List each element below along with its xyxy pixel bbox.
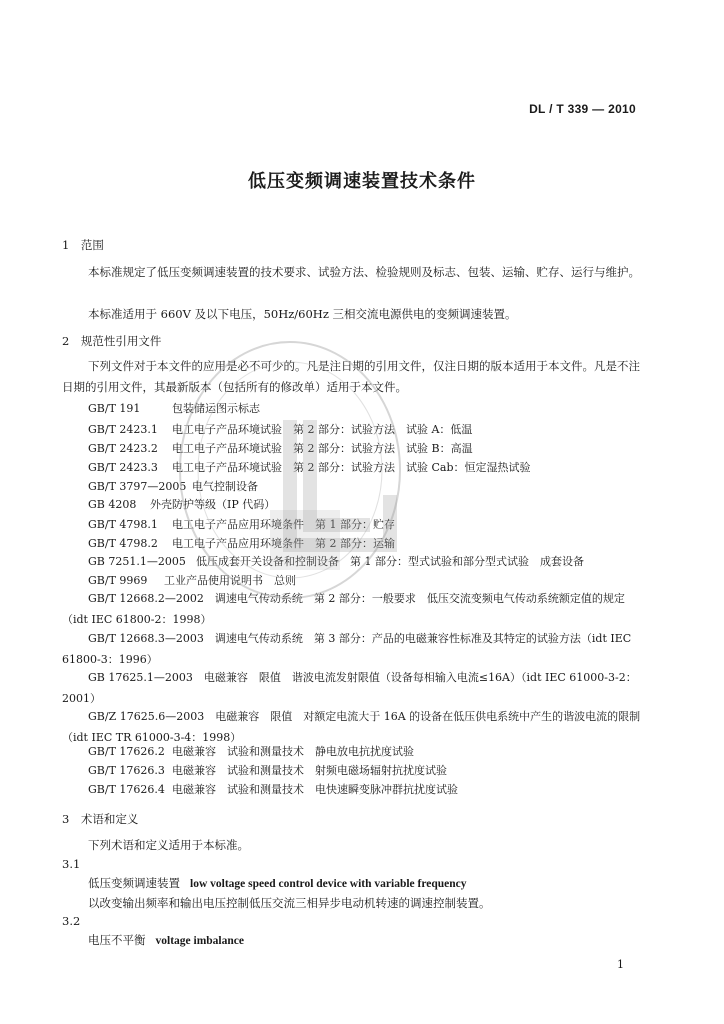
document-title: 低压变频调速装置技术条件 bbox=[248, 171, 476, 192]
section-2-intro: 下列文件对于本文件的应用是必不可少的。凡是注日期的引用文件，仅注日期的版本适用于本文件。凡是不注日期的引用文件，其最新版本（包括所有的修改单）适用于本文件。 bbox=[62, 359, 640, 394]
page-number: 1 bbox=[617, 958, 624, 971]
watermark-stamp bbox=[170, 300, 440, 600]
section-1-paragraph-1: 本标准规定了低压变频调速装置的技术要求、试验方法、检验规则及标志、包装、运输、贮存、运行与维护。 bbox=[88, 265, 640, 279]
reference-item: GB 7251.1—2005 低压成套开关设备和控制设备 第 1 部分：型式试验和部分型式试验 成套设备 bbox=[88, 555, 584, 568]
term-number: 3.2 bbox=[62, 914, 81, 928]
reference-item: GB/T 17626.4 电磁兼容 试验和测量技术 电快速瞬变脉冲群抗扰度试验 bbox=[88, 783, 458, 796]
term-heading: 电压不平衡 voltage imbalance bbox=[88, 933, 244, 947]
reference-item: GB/T 191 包装储运图示标志 bbox=[88, 402, 260, 415]
reference-item: GB/T 2423.1 电工电子产品环境试验 第 2 部分：试验方法 试验 A：低温 bbox=[88, 423, 473, 436]
reference-item: GB/T 4798.1 电工电子产品应用环境条件 第 1 部分：贮存 bbox=[88, 518, 395, 531]
reference-item: GB/T 3797—2005 电气控制设备 bbox=[88, 480, 258, 493]
reference-item-long: GB/Z 17625.6—2003 电磁兼容 限值 对额定电流大于 16A 的设备在低压供电系统中产生的谐波电流的限制（idt IEC TR 61000-3-4：1998） bbox=[62, 710, 641, 744]
section-3-heading: 3 术语和定义 bbox=[62, 812, 139, 826]
reference-item-long: GB 17625.1—2003 电磁兼容 限值 谐波电流发射限值（设备每相输入电流≤16A）（idt IEC 61000-3-2：2001） bbox=[62, 671, 637, 705]
term-definition: 以改变输出频率和输出电压控制低压交流三相异步电动机转速的调速控制装置。 bbox=[88, 896, 491, 910]
document-code: DL / T 339 — 2010 bbox=[529, 102, 636, 116]
section-2-heading: 2 规范性引用文件 bbox=[62, 334, 162, 348]
section-1-paragraph-2: 本标准适用于 660V 及以下电压，50Hz/60Hz 三相交流电源供电的变频调速装置。 bbox=[88, 307, 517, 321]
reference-item-long: GB/T 12668.2—2002 调速电气传动系统 第 2 部分：一般要求 低压交流变频电气传动系统额定值的规定（idt IEC 61800-2：1998） bbox=[62, 592, 625, 626]
reference-item: GB/T 9969 工业产品使用说明书 总则 bbox=[88, 574, 296, 587]
reference-item: GB/T 17626.2 电磁兼容 试验和测量技术 静电放电抗扰度试验 bbox=[88, 745, 414, 758]
section-3-intro: 下列术语和定义适用于本标准。 bbox=[88, 838, 249, 852]
reference-item: GB/T 17626.3 电磁兼容 试验和测量技术 射频电磁场辐射抗扰度试验 bbox=[88, 764, 447, 777]
reference-item: GB/T 2423.2 电工电子产品环境试验 第 2 部分：试验方法 试验 B：高温 bbox=[88, 442, 473, 455]
reference-item: GB/T 4798.2 电工电子产品应用环境条件 第 2 部分：运输 bbox=[88, 537, 395, 550]
reference-item-long: GB/T 12668.3—2003 调速电气传动系统 第 3 部分：产品的电磁兼容性标准及其特定的试验方法（idt IEC 61800-3：1996） bbox=[62, 632, 632, 666]
reference-item: GB/T 2423.3 电工电子产品环境试验 第 2 部分：试验方法 试验 Cab：恒定湿热试验 bbox=[88, 461, 531, 474]
reference-item: GB 4208 外壳防护等级（IP 代码） bbox=[88, 498, 276, 511]
section-1-heading: 1 范围 bbox=[62, 238, 104, 252]
term-number: 3.1 bbox=[62, 857, 81, 871]
term-heading: 低压变频调速装置 low voltage speed control device with variable frequency bbox=[88, 876, 467, 890]
